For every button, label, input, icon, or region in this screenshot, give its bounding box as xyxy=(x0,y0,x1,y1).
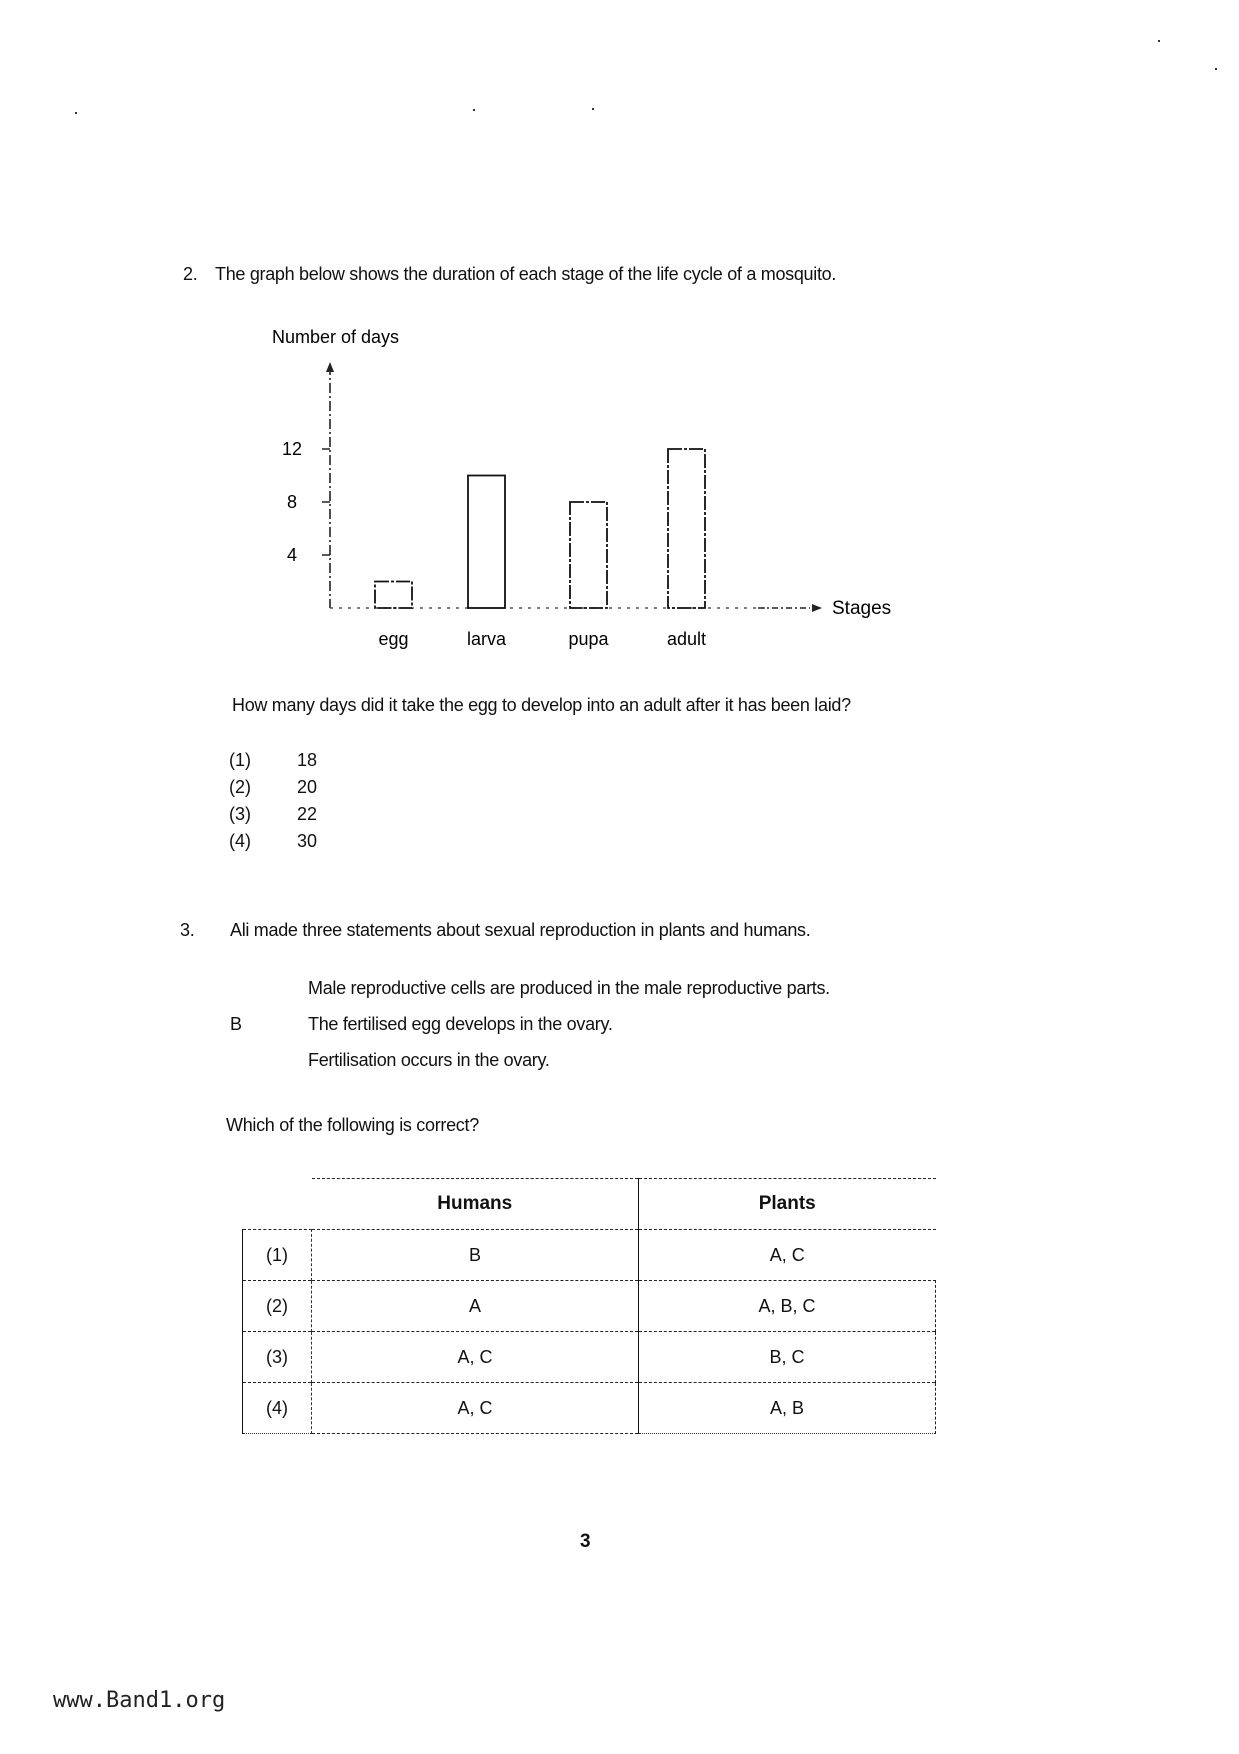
table-row[interactable] xyxy=(243,1383,936,1434)
bar-adult xyxy=(668,449,705,608)
table-row[interactable] xyxy=(243,1332,936,1383)
row-plants: A, B, C xyxy=(639,1281,936,1332)
y-tick-label: 12 xyxy=(281,439,303,459)
row-plants: A, B xyxy=(639,1383,936,1434)
statement-b-label: B xyxy=(230,1014,242,1034)
option-value[interactable]: 18 xyxy=(297,750,318,770)
header-humans: Humans xyxy=(312,1179,639,1230)
y-axis-label: Number of days xyxy=(272,327,400,347)
y-axis-arrow-icon xyxy=(326,362,334,372)
q3-question: Which of the following is correct? xyxy=(226,1115,479,1135)
statement-b-text: The fertilised egg develops in the ovary. xyxy=(308,1014,613,1034)
watermark-link[interactable]: www.Band1.org xyxy=(53,1688,226,1713)
scan-speck xyxy=(1158,40,1160,42)
option-label: (2) xyxy=(229,777,251,797)
y-tick-label: 8 xyxy=(286,492,298,512)
row-option: (1) xyxy=(243,1230,312,1281)
row-humans: A, C xyxy=(312,1332,639,1383)
header-plants: Plants xyxy=(639,1179,936,1230)
scan-speck xyxy=(592,108,594,110)
q2-question: How many days did it take the egg to develop into an adult after it has been laid? xyxy=(232,695,851,715)
option-label: (1) xyxy=(229,750,251,770)
answer-table xyxy=(242,1178,936,1434)
row-option: (4) xyxy=(243,1383,312,1434)
q3-number: 3. xyxy=(180,920,195,940)
q3-intro: Ali made three statements about sexual reproduction in plants and humans. xyxy=(230,920,811,940)
statement-c-text: Fertilisation occurs in the ovary. xyxy=(308,1050,550,1070)
table-row[interactable] xyxy=(243,1281,936,1332)
option-value[interactable]: 22 xyxy=(297,804,318,824)
row-humans: A, C xyxy=(312,1383,639,1434)
bar-pupa xyxy=(570,502,607,608)
option-value[interactable]: 20 xyxy=(297,777,318,797)
row-humans: B xyxy=(312,1230,639,1281)
q2-number: 2. xyxy=(183,264,198,284)
row-humans: A xyxy=(312,1281,639,1332)
life-cycle-bar-chart xyxy=(250,320,950,660)
bar-egg xyxy=(375,582,412,609)
table-row[interactable] xyxy=(243,1230,936,1281)
option-value[interactable]: 30 xyxy=(297,831,318,851)
q2-intro: The graph below shows the duration of each stage of the life cycle of a mosquito. xyxy=(215,264,837,284)
header-option xyxy=(243,1179,312,1230)
x-axis-label: Stages xyxy=(832,598,892,619)
row-plants: A, C xyxy=(639,1230,936,1281)
bar-larva xyxy=(468,476,505,609)
scan-speck xyxy=(473,109,475,111)
x-tick-label: larva xyxy=(466,629,507,649)
y-tick-label: 4 xyxy=(286,545,298,565)
scan-speck xyxy=(75,112,77,114)
table-header-row xyxy=(243,1179,936,1230)
statement-a-text: Male reproductive cells are produced in the male reproductive parts. xyxy=(308,978,830,998)
x-tick-label: adult xyxy=(666,629,707,649)
scan-speck xyxy=(1215,68,1217,70)
row-option: (2) xyxy=(243,1281,312,1332)
option-label: (4) xyxy=(229,831,251,851)
option-label: (3) xyxy=(229,804,251,824)
x-axis-arrow-icon xyxy=(812,604,822,612)
row-plants: B, C xyxy=(639,1332,936,1383)
row-option: (3) xyxy=(243,1332,312,1383)
x-tick-label: pupa xyxy=(568,629,609,649)
x-tick-label: egg xyxy=(378,629,409,649)
page-number: 3 xyxy=(580,1531,591,1552)
